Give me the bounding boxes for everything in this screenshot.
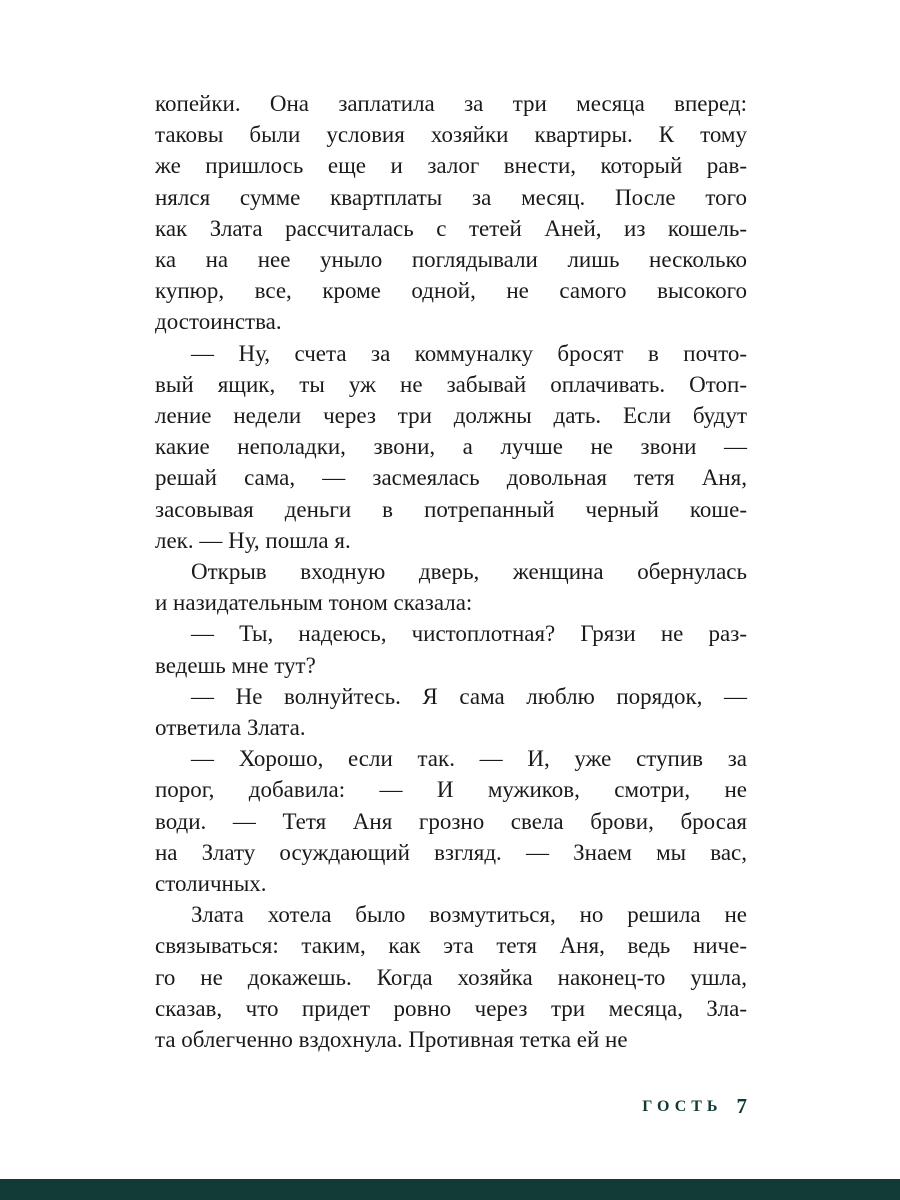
bottom-bar: [0, 1179, 900, 1200]
text-line: столичных.: [155, 871, 267, 897]
text-line: ответила Злата.: [155, 715, 306, 741]
book-text: [155, 88, 747, 1055]
text-line: и назидательным тоном сказала:: [155, 590, 473, 616]
text-line: как Злата рассчиталась с тетей Аней, из кошель-: [155, 215, 747, 241]
running-title: ГОСТЬ: [642, 1098, 723, 1115]
text-line: достоинства.: [155, 309, 282, 335]
text-line: Открыв входную дверь, женщина обернулась: [191, 559, 747, 585]
text-line: лек. — Ну, пошла я.: [155, 527, 351, 553]
paragraph: [155, 618, 747, 680]
text-line: води. — Тетя Аня грозно свела брови, бросая: [155, 808, 747, 834]
page-footer: [155, 1094, 747, 1119]
text-line: ка на нее уныло поглядывали лишь несколько: [155, 247, 747, 273]
text-line: — Не волнуйтесь. Я сама люблю порядок, —: [191, 683, 747, 709]
text-line: купюр, все, кроме одной, не самого высокого: [155, 278, 747, 304]
paragraph: [155, 681, 747, 743]
page-number: 7: [736, 1094, 747, 1118]
text-line: засовывая деньги в потрепанный черный коше-: [155, 496, 747, 522]
text-line: связываться: таким, как эта тетя Аня, ведь ниче-: [155, 933, 747, 959]
text-line: — Ну, счета за коммуналку бросят в почто-: [191, 340, 747, 366]
paragraph: [155, 743, 747, 899]
text-line: Злата хотела было возмутиться, но решила не: [191, 902, 747, 928]
paragraph: [155, 899, 747, 1055]
text-line: какие неполадки, звони, а лучше не звони —: [155, 434, 747, 460]
paragraph: [155, 338, 747, 556]
text-line: порог, добавила: — И мужиков, смотри, не: [155, 777, 747, 803]
paragraph: [155, 88, 747, 338]
text-line: та облегченно вздохнула. Противная тетка ей не: [155, 1027, 628, 1053]
text-line: — Хорошо, если так. — И, уже ступив за: [191, 746, 747, 772]
paragraph: [155, 556, 747, 618]
text-line: ление недели через три должны дать. Если будут: [155, 403, 747, 429]
text-line: таковы были условия хозяйки квартиры. К тому: [155, 122, 747, 148]
text-line: — Ты, надеюсь, чистоплотная? Грязи не раз-: [191, 621, 747, 647]
text-line: ведешь мне тут?: [155, 652, 316, 678]
text-line: решай сама, — засмеялась довольная тетя Аня,: [155, 465, 747, 491]
text-line: на Злату осуждающий взгляд. — Знаем мы вас,: [155, 839, 747, 865]
text-line: копейки. Она заплатила за три месяца вперед:: [155, 91, 747, 116]
text-line: же пришлось еще и залог внести, который рав-: [155, 153, 747, 179]
text-line: сказав, что придет ровно через три месяца, Зла-: [155, 995, 747, 1021]
text-line: вый ящик, ты уж не забывай оплачивать. Отоп-: [155, 371, 747, 397]
text-line: нялся сумме квартплаты за месяц. После того: [155, 184, 747, 210]
text-line: го не докажешь. Когда хозяйка наконец-то ушла,: [155, 964, 747, 990]
